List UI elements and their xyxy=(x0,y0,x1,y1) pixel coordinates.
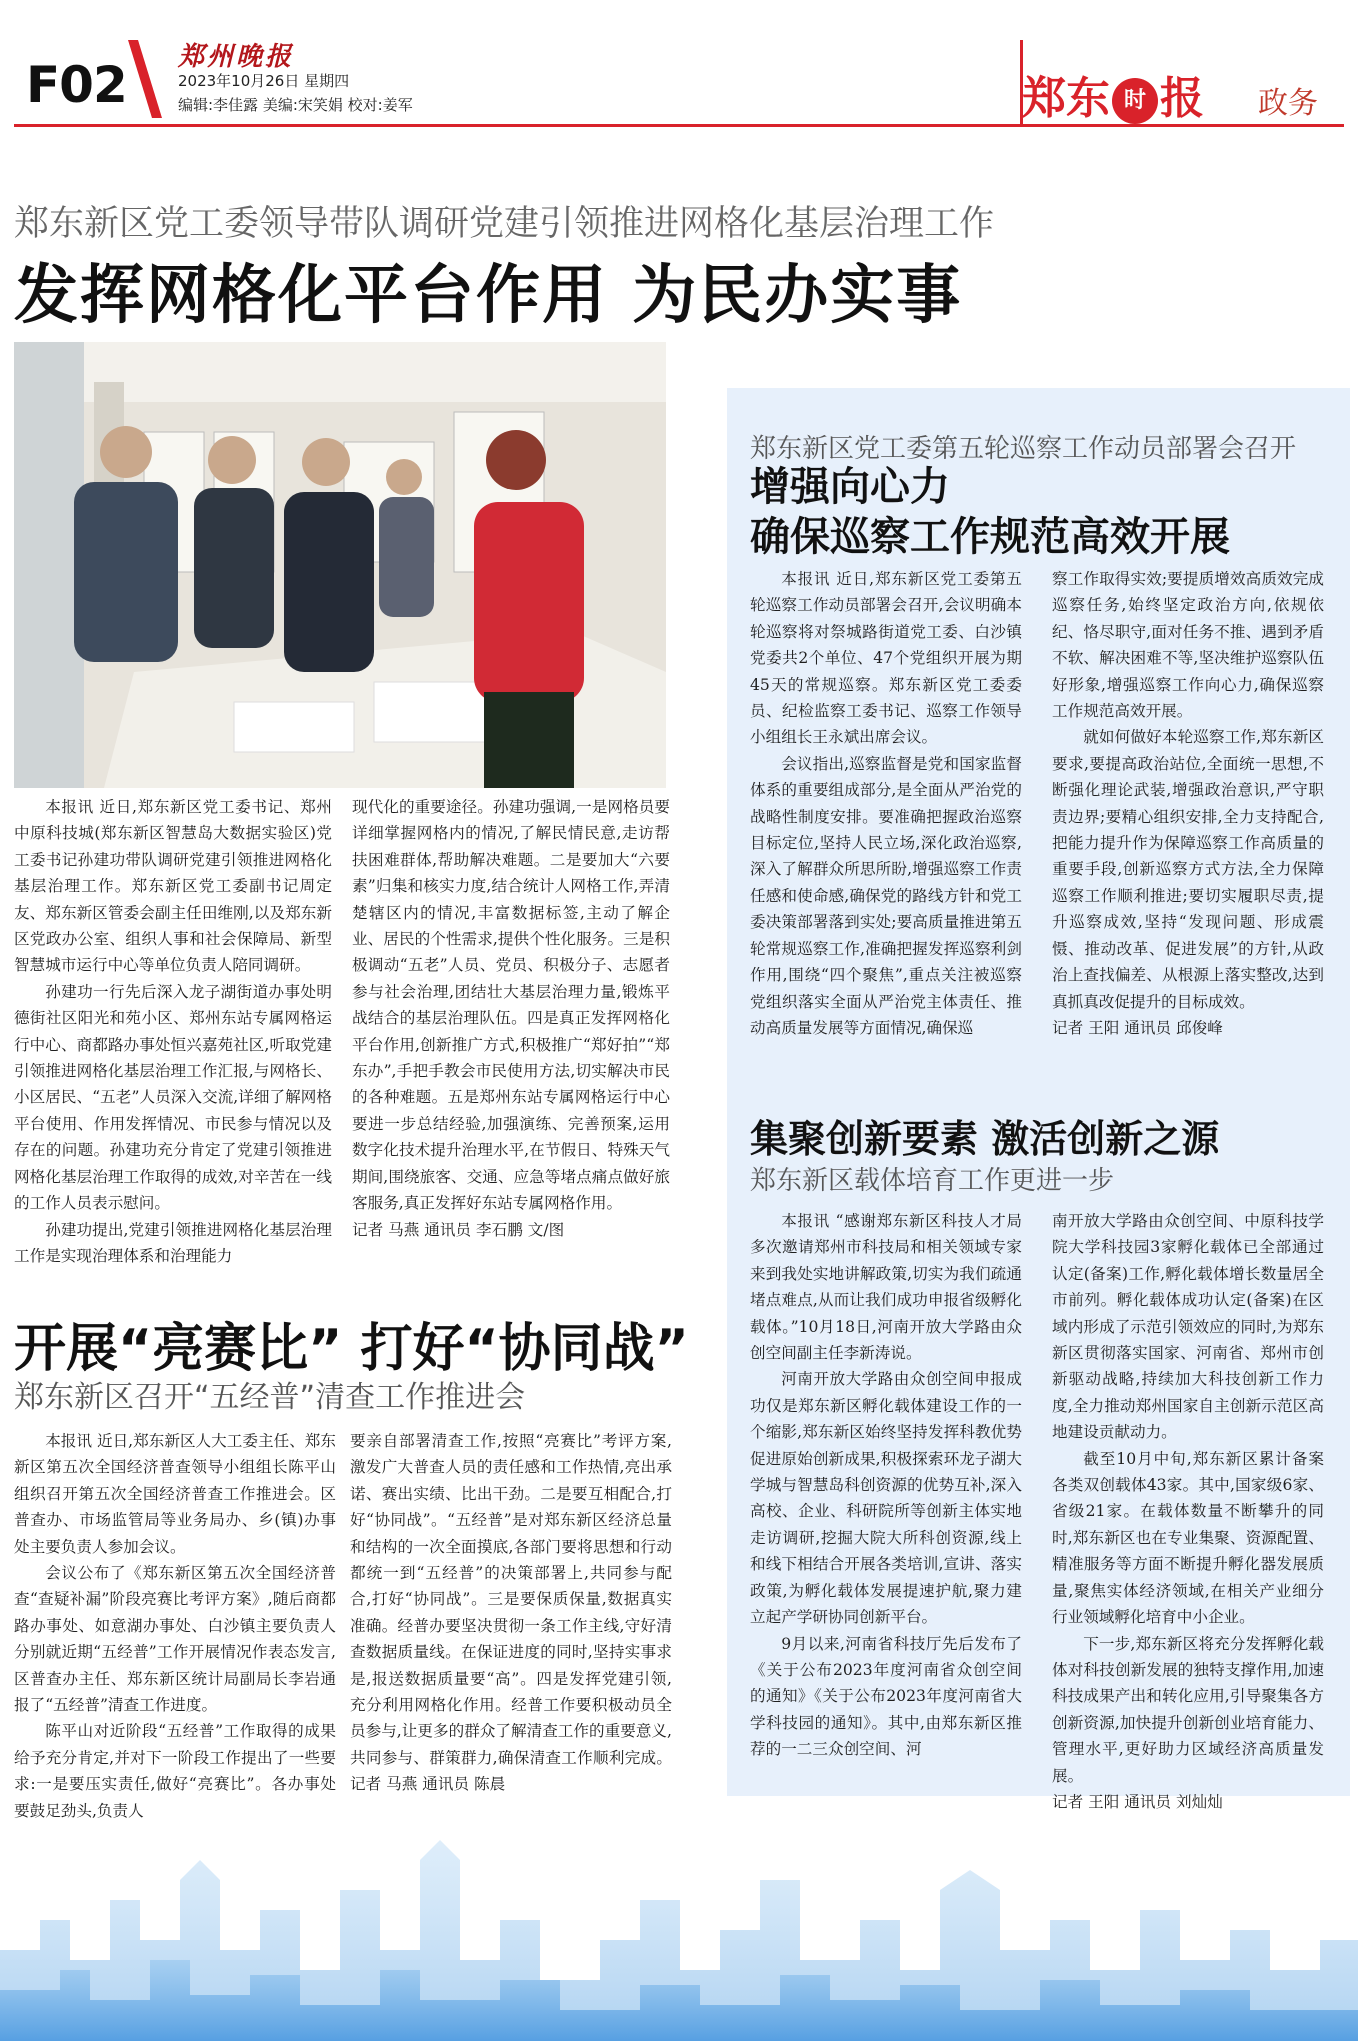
paragraph: 本报讯 近日,郑东新区党工委第五轮巡察工作动员部署会召开,会议明确本轮巡察将对祭城路街道党工委、白沙镇党委共2个单位、47个党组织开展为期45天的常规巡察。郑东新区党工委委员、纪检监察工委书记、巡察工作领导小组组长王永斌出席会议。 xyxy=(750,570,1022,747)
paragraph: 陈平山对近阶段“五经普”工作取得的成果给予充分肯定,并对下一阶段工作提出了一些要求:一是要压实责任,做好“亮赛比”。各办事处要鼓足劲头,负责人 xyxy=(14,1722,336,1820)
paragraph: 察工作取得实效;要提质增效高质效完成巡察任务,始终坚定政治方向,依规依纪、恪尽职守,面对任务不推、遇到矛盾不软、解决困难不等,坚决维护巡察队伍好形象,增强巡察工作向心力,确保巡察工作规范高效开展。 xyxy=(1052,570,1324,721)
article3-headline: 集聚创新要素 激活创新之源 xyxy=(750,1117,1220,1161)
article4-column-1 xyxy=(14,1428,336,1824)
paragraph: 截至10月中旬,郑东新区累计备案各类双创载体43家。其中,国家级6家、省级21家。在载体数量不断攀升的同时,郑东新区也在专业集聚、资源配置、精准服务等方面不断提升孵化器发展质量,聚焦实体经济领域,在相关产业细分行业领域孵化培育中小企业。 xyxy=(1052,1449,1324,1627)
header-rule xyxy=(14,124,1344,127)
brand-badge-icon: 时 xyxy=(1112,78,1158,124)
article2-column-1 xyxy=(750,566,1022,1041)
article1-column-2 xyxy=(352,794,670,1243)
byline: 记者 王阳 通讯员 刘灿灿 xyxy=(1052,1792,1223,1811)
paragraph: 就如何做好本轮巡察工作,郑东新区要求,要提高政治站位,全面统一思想,不断强化理论武装,增强政治意识,严守职责边界;要精心组织安排,全力支持配合,把能力提升作为保障巡察工作高质量的重要手段,创新巡察方式方法,全力保障巡察工作顺利推进;要切实履职尽责,提升巡察成效,坚持“发现问题、形成震慑、推动改革、促进发展”的方针,从政治上查找偏差、从根源上落实整改,达到真抓真改促提升的目标成效。 xyxy=(1052,728,1324,1011)
article3-column-1 xyxy=(750,1208,1022,1763)
article3-kicker: 郑东新区载体培育工作更进一步 xyxy=(750,1166,1115,1196)
article2-kicker: 郑东新区党工委第五轮巡察工作动员部署会召开 xyxy=(750,434,1297,464)
paragraph: 9月以来,河南省科技厅先后发布了《关于公布2023年度河南省众创空间的通知》《关于公布2023年度河南省大学科技园的通知》。其中,由郑东新区推荐的一二三众创空间、河 xyxy=(750,1634,1022,1759)
paragraph: 下一步,郑东新区将充分发挥孵化载体对科技创新发展的独特支撑作用,加速科技成果产出和转化应用,引导聚集各方创新资源,加快提升创新创业培育能力、管理水平,更好助力区域经济高质量发展。 xyxy=(1052,1634,1324,1785)
masthead-logo: 郑州晚报 xyxy=(178,42,295,72)
article3-column-2 xyxy=(1052,1208,1324,1815)
paragraph: 会议指出,巡察监督是党和国家监督体系的重要组成部分,是全面从严治党的战略性制度安排。要准确把握政治巡察目标定位,坚持人民立场,深化政治巡察,深入了解群众所思所盼,增强巡察工作责任感和使命感,确保党的路线方针和党工委决策部署落到实处;要高质量推进第五轮常规巡察工作,准确把握发挥巡察利剑作用,围绕“四个聚焦”,重点关注被巡察党组织落实全面从严治党主体责任、推动高质量发展等方面情况,确保巡 xyxy=(750,754,1022,1037)
article1-column-1 xyxy=(14,794,332,1269)
paragraph: 本报讯 近日,郑东新区人大工委主任、郑东新区第五次全国经济普查领导小组组长陈平山组织召开第五次全国经济普查工作推进会。区普查办、市场监管局等业务局办、乡(镇)办事处主要负责人参加会议。 xyxy=(14,1432,336,1556)
news-photo xyxy=(14,342,666,788)
paragraph: 河南开放大学路由众创空间申报成功仅是郑东新区孵化载体建设工作的一个缩影,郑东新区始终坚持发挥科教优势促进原始创新成果,积极探索环龙子湖大学城与智慧岛科创资源的优势互补,深入高校、企业、科研院所等创新主体实地走访调研,挖掘大院大所科创资源,线上和线下相结合开展各类培训,宣讲、落实政策,为孵化载体发展提速护航,聚力建立起产学研协同创新平台。 xyxy=(750,1370,1022,1627)
paragraph: 孙建功提出,党建引领推进网格化基层治理工作是实现治理体系和治理能力 xyxy=(14,1220,332,1265)
headline-line: 确保巡察工作规范高效开展 xyxy=(750,514,1230,560)
city-skyline-icon xyxy=(0,1800,1358,2041)
paragraph: 本报讯 “感谢郑东新区科技人才局多次邀请郑州市科技局和相关领域专家来到我处实地讲解政策,切实为我们疏通堵点难点,从而让我们成功申报省级孵化载体。”10月18日,河南开放大学路由众创空间副主任李新涛说。 xyxy=(750,1212,1022,1363)
article4-column-2 xyxy=(350,1428,672,1798)
brand-right: 报 xyxy=(1160,73,1204,124)
paragraph: 会议公布了《郑东新区第五次全国经济普查“查疑补漏”阶段亮赛比考评方案》,随后商都路办事处、如意湖办事处、白沙镇主要负责人分别就近期“五经普”工作开展情况作表态发言,区普查办主任、郑东新区统计局副局长李岩通报了“五经普”清查工作进度。 xyxy=(14,1564,336,1715)
article4-kicker: 郑东新区召开“五经普”清查工作推进会 xyxy=(14,1380,526,1415)
paragraph: 要亲自部署清查工作,按照“亮赛比”考评方案,激发广大普查人员的责任感和工作热情,亮出承诺、赛出实绩、比出干劲。二是要互相配合,打好“协同战”。“五经普”是对郑东新区经济总量和结构的一次全面摸底,各部门要将思想和行动都统一到“五经普”的决策部署上,共同参与配合,打好“协同战”。三是要保质保量,数据真实准确。经普办要坚决贯彻一条工作主线,守好清查数据质量线。在保证进度的同时,坚持实事求是,报送数据质量要“高”。四是发挥党建引领,充分利用网格化作用。经普工作要积极动员全员参与,让更多的群众了解清查工作的重要意义,共同参与、群策群力,确保清查工作顺利完成。记者 马燕 通讯员 陈晨 xyxy=(350,1432,672,1794)
masthead-slash-icon xyxy=(124,40,164,118)
section-brand xyxy=(1022,62,1204,126)
brand-left: 郑东 xyxy=(1022,73,1110,124)
page-number: F02 xyxy=(26,56,127,114)
paragraph: 现代化的重要途径。孙建功强调,一是网格员要详细掌握网格内的情况,了解民情民意,走访帮扶困难群体,帮助解决难题。二是要加大“六要素”归集和核实力度,结合统计人网格工作,弄清楚辖区内的情况,丰富数据标签,主动了解企业、居民的个性需求,提供个性化服务。三是积极调动“五老”人员、党员、积极分子、志愿者参与社会治理,团结壮大基层治理力量,锻炼平战结合的基层治理队伍。四是真正发挥网格化平台作用,创新推广方式,积极推广“郑好拍”“郑东办”,手把手教会市民使用方法,切实解决市民的各种难题。五是郑州东站专属网格运行中心要进一步总结经验,加强演练、完善预案,运用数字化技术提升治理水平,在节假日、特殊天气期间,围绕旅客、交通、应急等堵点痛点做好旅客服务,真正发挥好东站专属网格作用。 xyxy=(352,798,670,1213)
article2-column-2 xyxy=(1052,566,1324,1041)
article4-headline: 开展“亮赛比” 打好“协同战” xyxy=(14,1319,689,1379)
staff-credits: 编辑:李佳露 美编:宋笑娟 校对:姜军 xyxy=(178,96,413,114)
article1-kicker: 郑东新区党工委领导带队调研党建引领推进网格化基层治理工作 xyxy=(14,204,995,244)
headline-line: 增强向心力 xyxy=(750,464,950,510)
paragraph: 南开放大学路由众创空间、中原科技学院大学科技园3家孵化载体已全部通过认定(备案)工作,孵化载体增长数量居全市前列。孵化载体成功认定(备案)在区域内形成了示范引领效应的同时,为郑东新区贯彻落实国家、河南省、郑州市创新驱动战略,持续加大科技创新工作力度,全力推动郑州国家自主创新示范区高地建设贡献动力。 xyxy=(1052,1212,1324,1442)
article1-headline: 发挥网格化平台作用 为民办实事 xyxy=(14,259,963,333)
paragraph: 本报讯 近日,郑东新区党工委书记、郑州中原科技城(郑东新区智慧岛大数据实验区)党工委书记孙建功带队调研党建引领推进网格化基层治理工作。郑东新区党工委副书记周定友、郑东新区管委会副主任田维刚,以及郑东新区党政办公室、组织人事和社会保障局、新型智慧城市运行中心等单位负责人陪同调研。 xyxy=(14,798,332,975)
byline: 记者 马燕 通讯员 李石鹏 文/图 xyxy=(352,1220,565,1239)
section-name: 政务 xyxy=(1258,86,1318,121)
issue-date: 2023年10月26日 星期四 xyxy=(178,72,350,90)
byline: 记者 王阳 通讯员 邱俊峰 xyxy=(1052,1018,1223,1037)
paragraph: 孙建功一行先后深入龙子湖街道办事处明德街社区阳光和苑小区、郑州东站专属网格运行中心、商都路办事处恒兴嘉苑社区,听取党建引领推进网格化基层治理工作汇报,与网格长、小区居民、“五老”人员深入交流,详细了解网格平台使用、作用发挥情况、市民参与情况以及存在的问题。孙建功充分肯定了党建引领推进网格化基层治理工作取得的成效,对辛苦在一线的工作人员表示慰问。 xyxy=(14,982,332,1213)
article2-headline xyxy=(750,462,1230,562)
